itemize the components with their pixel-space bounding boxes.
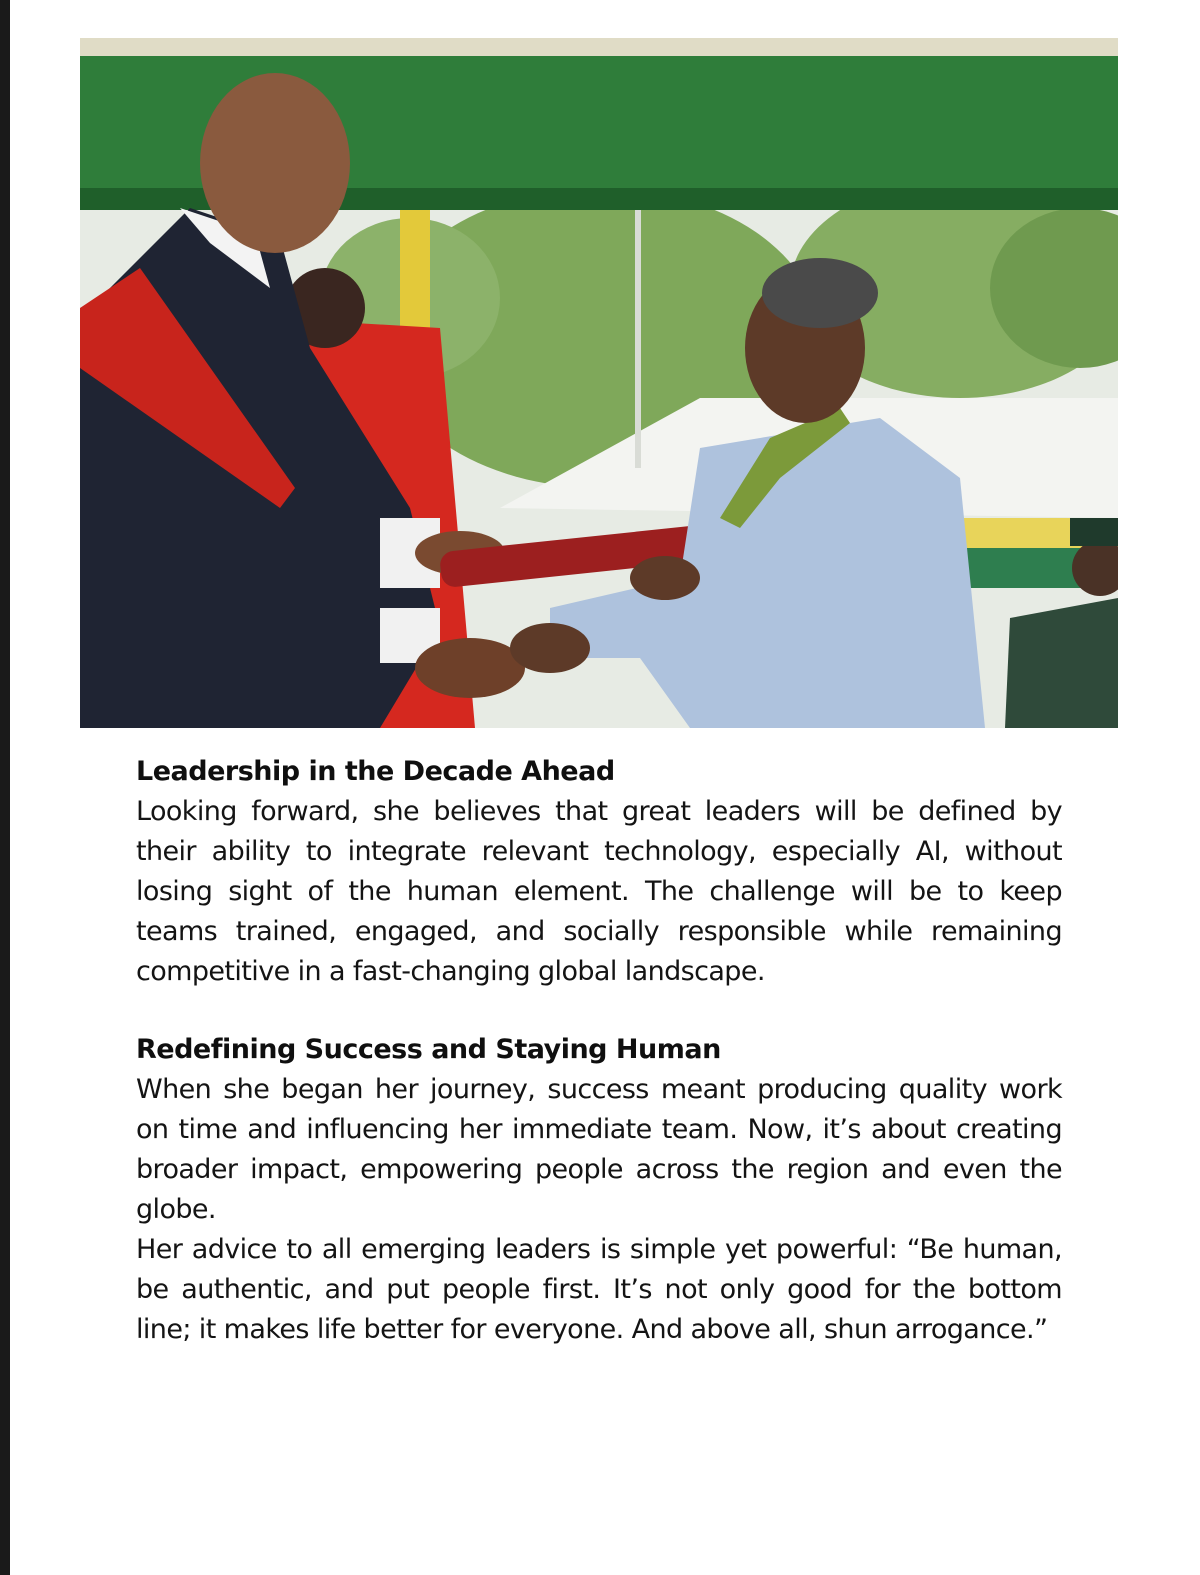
ceremony-photo [80,38,1118,728]
section-heading-leadership: Leadership in the Decade Ahead [136,756,615,787]
section-paragraph-success-2: Her advice to all emerging leaders is simple yet powerful: “Be human, be authentic, and put people first. It’s not only good for the bottom line; it makes life better for everyone. And above all, shun arrogance.” [136,1234,1062,1345]
section-paragraph-success-1: When she began her journey, success meant producing quality work on time and influencing her immediate team. Now, it’s about creating broader impact, empowering people across the region and even the globe. [136,1074,1062,1225]
award-ceremony-photo-icon [80,38,1118,728]
article-body [136,752,1062,1350]
page-edge [0,0,10,1575]
section-paragraph-leadership: Looking forward, she believes that great leaders will be defined by their ability to integrate relevant technology, especially AI, without losing sight of the human element. The challenge will be to keep teams trained, engaged, and socially responsible while remaining competitive in a fast-changing global landscape. [136,796,1062,987]
section-heading-success: Redefining Success and Staying Human [136,1034,721,1065]
section-gap [136,992,1062,1030]
